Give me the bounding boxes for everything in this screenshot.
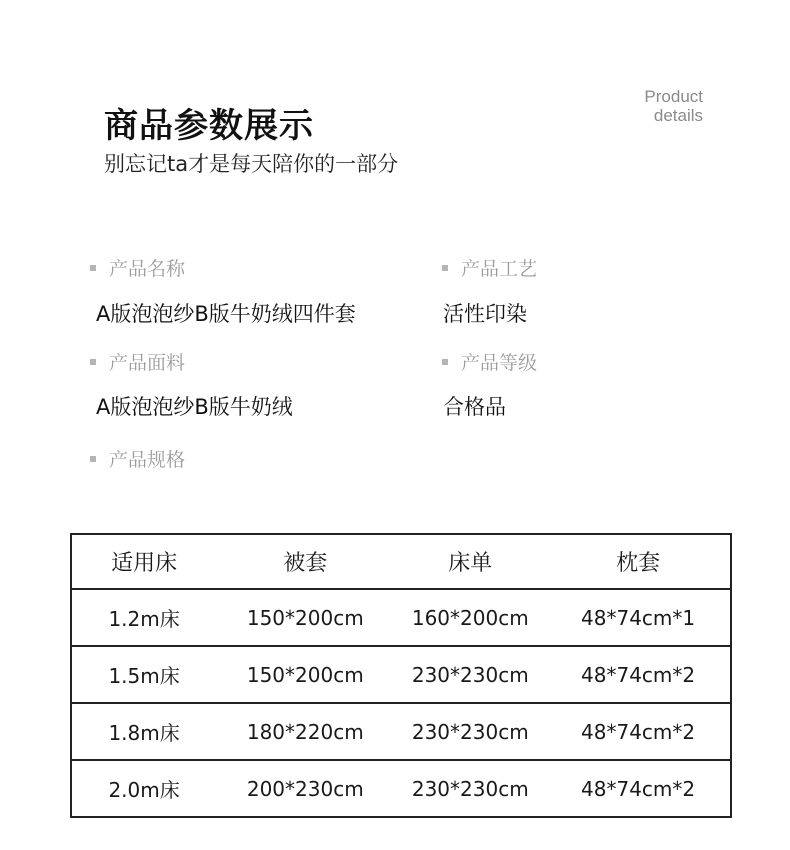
product-craft-value: 活性印染 xyxy=(443,302,527,326)
cell-bed-sheet: 230*230cm xyxy=(411,776,529,801)
product-spec-label-text: 产品规格 xyxy=(109,449,186,471)
spec-table xyxy=(70,533,732,818)
cell-bed-sheet: 230*230cm xyxy=(394,703,546,760)
table-row xyxy=(71,589,731,646)
cell-pillowcase: 48*74cm*1 xyxy=(546,589,731,646)
product-fabric-label xyxy=(90,348,185,375)
bullet-icon xyxy=(90,456,96,462)
bullet-icon xyxy=(90,265,96,271)
product-name-value: A版泡泡纱B版牛奶绒四件套 xyxy=(96,302,356,326)
table-row xyxy=(71,646,731,703)
bullet-icon xyxy=(442,359,448,365)
page-subtitle: 别忘记ta才是每天陪你的一部分 xyxy=(104,152,399,176)
cell-bed-size: 2.0m床 xyxy=(108,778,180,802)
product-grade-value: 合格品 xyxy=(443,395,506,419)
product-fabric-value: A版泡泡纱B版牛奶绒 xyxy=(96,395,293,419)
cell-pillowcase: 48*74cm*2 xyxy=(546,703,731,760)
product-spec-label xyxy=(90,445,185,472)
english-caption xyxy=(644,87,703,125)
page-title: 商品参数展示 xyxy=(104,106,314,146)
cell-pillowcase: 48*74cm*2 xyxy=(546,646,731,703)
cell-duvet-cover: 150*200cm xyxy=(216,646,394,703)
product-name-label xyxy=(90,254,185,281)
cell-bed-sheet: 230*230cm xyxy=(394,646,546,703)
header-duvet-cover: 被套 xyxy=(216,534,394,589)
cell-duvet-cover: 200*230cm xyxy=(246,776,364,801)
cell-bed-size: 1.8m床 xyxy=(71,703,216,760)
cell-bed-sheet: 160*200cm xyxy=(394,589,546,646)
header-bed-size: 适用床 xyxy=(71,534,216,589)
header-bed-sheet: 床单 xyxy=(394,534,546,589)
bullet-icon xyxy=(90,359,96,365)
spec-table-header-row xyxy=(71,534,731,589)
table-row xyxy=(71,760,731,817)
cell-bed-size: 1.5m床 xyxy=(71,646,216,703)
cell-pillowcase: 48*74cm*2 xyxy=(581,776,696,801)
cell-bed-size: 1.2m床 xyxy=(71,589,216,646)
bullet-icon xyxy=(442,265,448,271)
product-grade-label xyxy=(442,348,537,375)
english-caption-line-2: details xyxy=(653,106,703,125)
english-caption-line-1: Product xyxy=(644,87,703,106)
product-craft-label xyxy=(442,254,537,281)
cell-duvet-cover: 150*200cm xyxy=(216,589,394,646)
product-fabric-label-text: 产品面料 xyxy=(109,352,186,374)
product-name-label-text: 产品名称 xyxy=(109,258,186,280)
header-pillowcase: 枕套 xyxy=(546,534,731,589)
cell-duvet-cover: 180*220cm xyxy=(216,703,394,760)
product-grade-label-text: 产品等级 xyxy=(461,352,538,374)
table-row xyxy=(71,703,731,760)
product-craft-label-text: 产品工艺 xyxy=(461,258,538,280)
